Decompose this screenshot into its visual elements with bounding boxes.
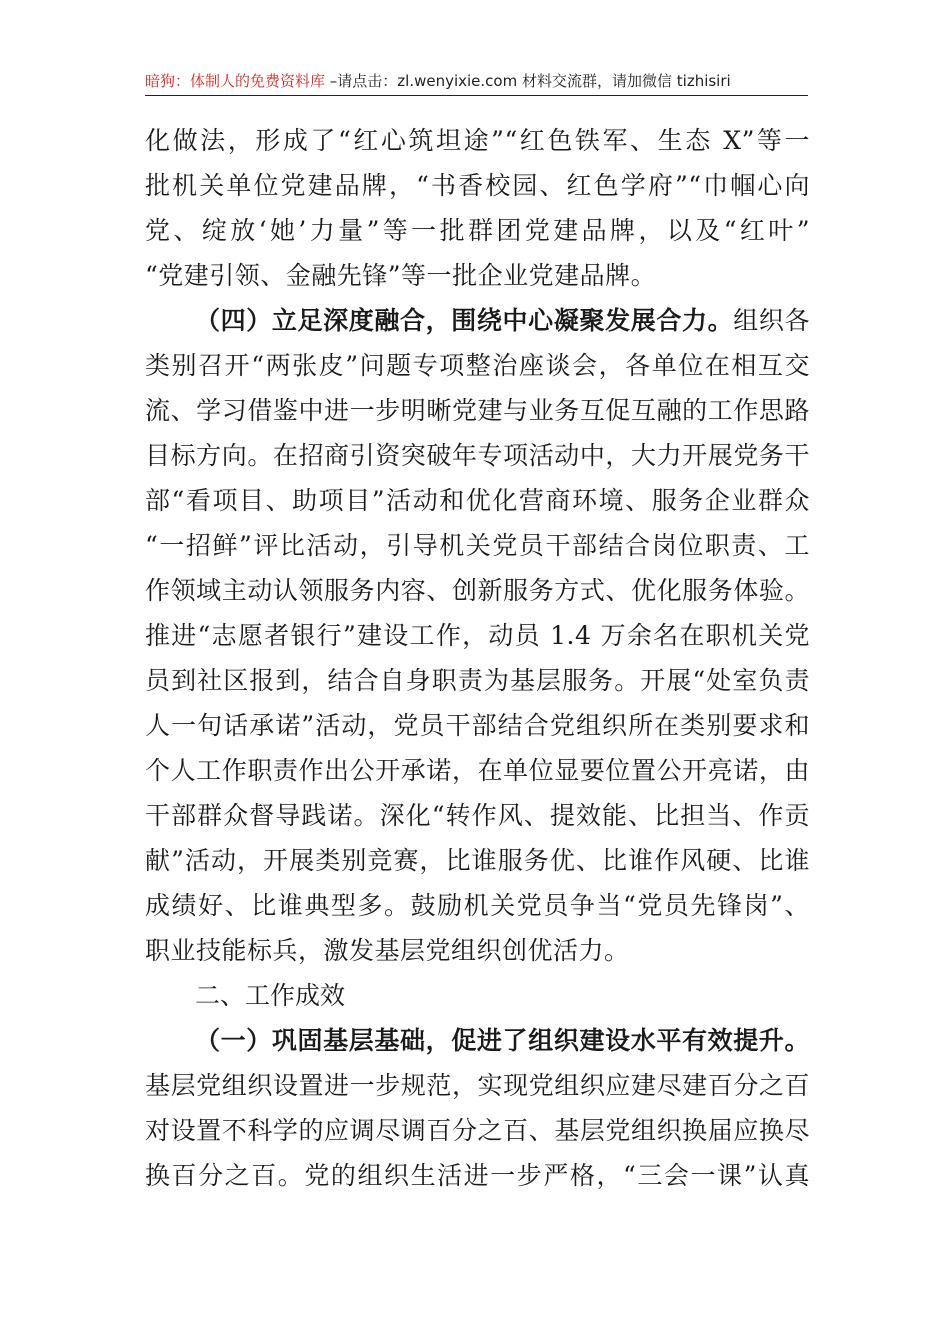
- text-line: 职业技能标兵，激发基层党组织创优活力。: [145, 936, 630, 965]
- text-line: 流、学习借鉴中进一步明晰党建与业务互促互融的工作思路: [145, 396, 810, 425]
- text-line: 部“看项目、助项目”活动和优化营商环境、服务企业群众: [145, 486, 810, 515]
- header-contact-text: 材料交流群，请加微信 tizhisiri: [522, 72, 731, 90]
- text-line: 献”活动，开展类别竞赛，比谁服务优、比谁作风硬、比谁: [145, 846, 810, 875]
- text-line: 对设置不科学的应调尽调百分之百、基层党组织换届应换尽: [145, 1116, 810, 1145]
- text-line: 作领域主动认领服务内容、创新服务方式、优化服务体验。: [145, 576, 810, 605]
- text-line: 党、绽放‘她’力量”等一批群团党建品牌，以及“红叶”: [145, 216, 810, 245]
- text-line: 化做法，形成了“红心筑坦途”“红色铁军、生态 X”等一: [145, 126, 810, 155]
- subheading-one: （一）巩固基层基础，促进了组织建设水平有效提升。: [195, 1026, 810, 1055]
- text-line: 类别召开“两张皮”问题专项整治座谈会，各单位在相互交: [145, 351, 810, 380]
- text-line: 成绩好、比谁典型多。鼓励机关党员争当“党员先锋岗”、: [145, 891, 810, 920]
- text-line: 推进“志愿者银行”建设工作，动员 1.4 万余名在职机关党: [145, 621, 810, 650]
- section-heading: 二、工作成效: [195, 981, 346, 1010]
- text-line: 干部群众督导践诺。深化“转作风、提效能、比担当、作贡: [145, 801, 810, 830]
- header-link-text[interactable]: –请点击：zl.wenyixie.com: [325, 72, 522, 90]
- text-line: 基层党组织设置进一步规范，实现党组织应建尽建百分之百: [145, 1071, 810, 1100]
- paragraph-lead: [195, 1024, 810, 1058]
- header-site-name: 暗狗：体制人的免费资料库: [145, 72, 326, 90]
- text-line: 员到社区报到，结合自身职责为基层服务。开展“处室负责: [145, 666, 810, 695]
- text-line: 换百分之百。党的组织生活进一步严格，“三会一课”认真: [145, 1161, 810, 1190]
- page-header: [145, 68, 808, 94]
- header-divider: [145, 95, 808, 96]
- text-line: 目标方向。在招商引资突破年专项活动中，大力开展党务干: [145, 441, 810, 470]
- lead-rest: 组织各: [733, 306, 810, 335]
- text-line: 个人工作职责作出公开承诺，在单位显要位置公开亮诺，由: [145, 756, 810, 785]
- text-line: 人一句话承诺”活动，党员干部结合党组织所在类别要求和: [145, 711, 810, 740]
- text-line: “党建引领、金融先锋”等一批企业党建品牌。: [145, 261, 657, 290]
- paragraph-lead: [195, 304, 810, 338]
- text-line: “一招鲜”评比活动，引导机关党员干部结合岗位职责、工: [145, 531, 810, 560]
- subheading-four: （四）立足深度融合，围绕中心凝聚发展合力。: [195, 306, 734, 335]
- text-line: 批机关单位党建品牌，“书香校园、红色学府”“巾帼心向: [145, 171, 810, 200]
